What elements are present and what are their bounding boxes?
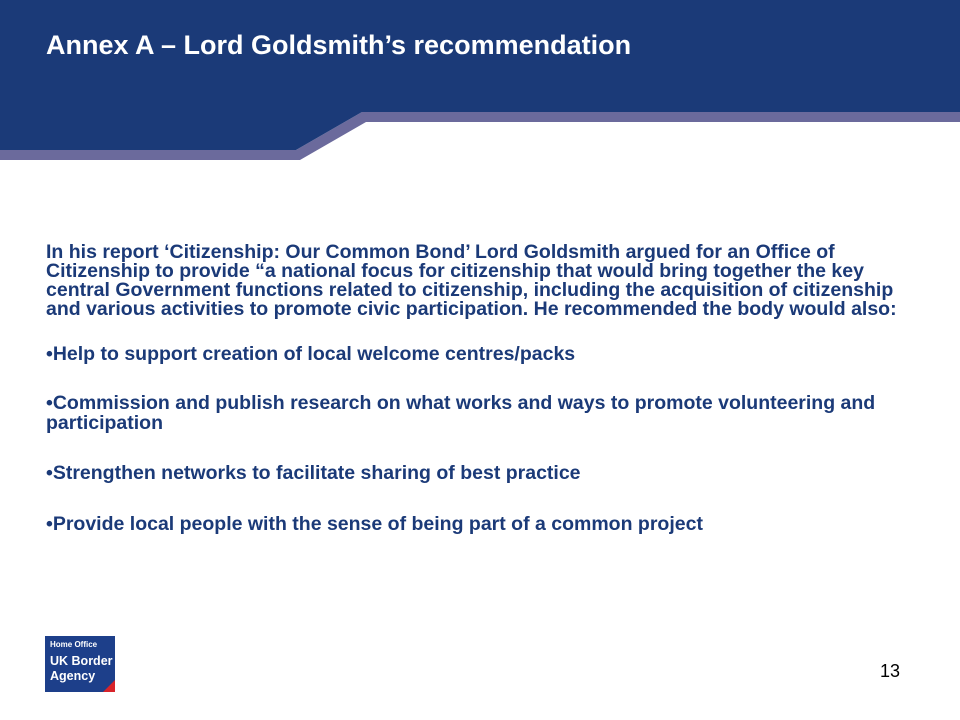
header-banner [0, 0, 960, 170]
uk-border-agency-logo [45, 636, 115, 692]
banner-fill [0, 0, 960, 150]
logo-red-corner [103, 680, 115, 692]
slide-title: Annex A – Lord Goldsmith’s recommendation [46, 30, 632, 60]
logo-agency-text: Agency [50, 669, 96, 683]
page-number: 13 [880, 661, 901, 681]
logo-home-office-text: Home Office [50, 640, 98, 649]
logo-uk-border-text: UK Border [50, 654, 113, 668]
bullet-item: •Commission and publish research on what works and ways to promote volunteering and participation [46, 392, 876, 434]
bullet-item: •Provide local people with the sense of being part of a common project [46, 513, 703, 535]
bullet-item: •Strengthen networks to facilitate sharing of best practice [46, 462, 581, 484]
bullet-item: •Help to support creation of local welcome centres/packs [46, 343, 576, 365]
slide-body [46, 243, 926, 534]
intro-paragraph: In his report ‘Citizenship: Our Common Bond’ Lord Goldsmith argued for an Office of Citizenship to provide “a national focus for citizenship that would bring together the key central Government functions related to citizenship, including the acquisition of citizenship and various activities to promote civic participation. He recommended the body would also: [46, 241, 897, 320]
